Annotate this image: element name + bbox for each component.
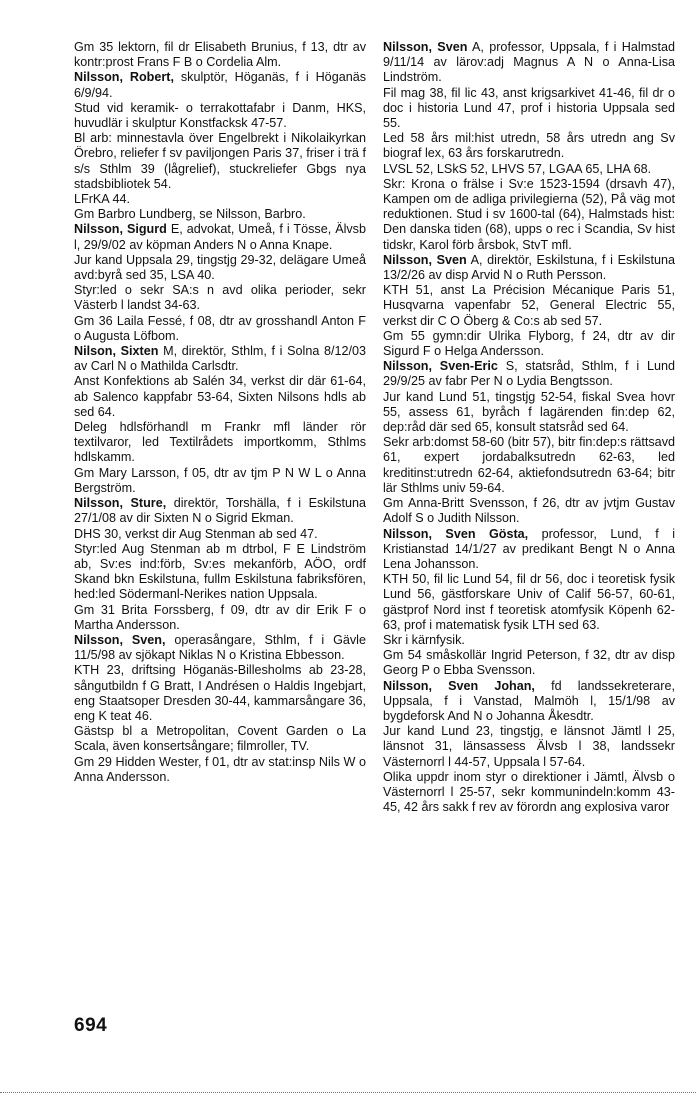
entry-text: Gm 29 Hidden Wester, f 01, dtr av stat:insp Nils W o Anna Andersson. [74,754,366,784]
entry-text: Gm 36 Laila Fessé, f 08, dtr av grosshandl Anton F o Augusta Löfbom. [74,313,366,343]
entry-paragraph [74,542,366,603]
entry-text: Gm 31 Brita Forssberg, f 09, dtr av dir Erik F o Martha Andersson. [74,602,366,632]
entry-heading-paragraph [383,253,675,283]
entry-paragraph [74,40,366,70]
person-name: Nilsson, Sven-Eric [383,359,498,374]
entry-text: Skr i kärnfysik. [383,632,465,647]
entry-paragraph [74,253,366,283]
entry-text: Gm 35 lektorn, fil dr Elisabeth Brunius, f 13, dtr av kontr:prost Frans F B o Cordelia Alm. [74,40,366,70]
entry-paragraph [383,131,675,161]
person-name: Nilsson, Sture, [74,496,167,511]
person-name: Nilsson, Sven Gösta, [383,526,529,541]
entry-paragraph [74,374,366,420]
entry-heading-paragraph [383,359,675,389]
entry-text: Jur kand Uppsala 29, tingstjg 29-32, delägare Umeå avd:byrå sed 35, LSA 40. [74,252,366,283]
entry-paragraph [74,466,366,496]
entry-text: Gm 54 småskollär Ingrid Peterson, f 32, dtr av disp Georg P o Ebba Svensson. [383,648,675,678]
entry-text: Gm Mary Larsson, f 05, dtr av tjm P N W L o Anna Bergström. [74,465,366,495]
entry-text: Jur kand Lund 51, tingstjg 52-54, fiskal Svea hovr 55, assess 61, byråch f lagärenden fin:dep 62, dep:råd där sed 65, konsult statsråd sed 64. [383,389,675,435]
entry-paragraph [383,86,675,132]
entry-text: KTH 51, anst La Précision Mécanique Paris 51, Husqvarna vapenfabr 52, General Electric 55, verkst dir C O Öberg & Co:s ab sed 57. [383,283,675,328]
entry-text: Deleg hdlsförhandl m Frankr mfl länder rör textilvaror, led Textilrådets importkomm, Sthlms hdlskamm. [74,420,366,465]
person-name: Nilsson, Sigurd [74,222,167,237]
entry-paragraph [383,435,675,496]
entry-text: KTH 23, driftsing Höganäs-Billesholms ab 23-28, sångutbildn f G Bratt, I Andrésen o Haldis Ingebjart, eng Staatsoper Dresden 30-44, kammarsångare 36, eng K teat 46. [74,663,366,723]
entry-text: fd landssekreterare, Uppsala, f i Vanstad, Malmöh l, 15/1/98 av bygdeforsk And N o Johanna Åkesdtr. [383,678,675,723]
entry-text: Bl arb: minnestavla över Engelbrekt i Nikolaikyrkan Örebro, reliefer f sv paviljongen Paris 37, friser i trä f s/s Sthlm 39 (lågrelief), stuckreliefer Gbgs nya stadsbibliotek 54. [74,131,366,191]
entry-paragraph [383,390,675,436]
entry-heading-paragraph [74,222,366,252]
entry-paragraph [383,648,675,678]
entry-paragraph [74,101,366,131]
entry-paragraph [74,283,366,313]
bottom-dotted-rule [0,1092,696,1094]
entry-paragraph [383,162,675,177]
entry-paragraph [74,724,366,754]
entry-heading-paragraph [74,496,366,526]
entry-paragraph [383,724,675,770]
entry-text: professor, Lund, f i Kristianstad 14/1/27 av predikant Bengt N o Anna Lena Johansson. [383,526,676,571]
person-name: Nilson, Sixten [74,344,159,359]
entry-paragraph [74,131,366,192]
entry-heading-paragraph [74,70,366,100]
entry-paragraph [74,527,366,542]
entry-text: Olika uppdr inom styr o direktioner i Jämtl, Älvsb o Västernorrl l 25-57, sekr kommunindeln:komm 43-45, 42 års sakk f rev av förordn ang explosiva varor [383,769,675,815]
person-name: Nilsson, Sven [383,40,468,54]
entry-text: Gm Anna-Britt Svensson, f 26, dtr av jvtjm Gustav Adolf S o Judith Nilsson. [383,496,675,526]
entry-paragraph [383,572,675,633]
entry-text: skulptör, Höganäs, f i Höganäs 6/9/94. [74,70,367,100]
entry-text: A, direktör, Eskilstuna, f i Eskilstuna 13/2/26 av disp Arvid N o Ruth Persson. [383,252,675,283]
entry-text: direktör, Torshälla, f i Eskilstuna 27/1/08 av dir Sixten N o Sigrid Ekman. [74,496,366,526]
page [74,40,684,1060]
entry-text: Styr:led o sekr SA:s n avd olika perioder, sekr Västerb l landst 34-63. [74,283,366,313]
entry-paragraph [383,177,675,253]
entry-text: Stud vid keramik- o terrakottafabr i Danm, HKS, huvudlär i skulptur Konstfacksk 47-57. [74,100,366,131]
entry-paragraph [74,755,366,785]
left-column [74,40,366,785]
entry-text: Fil mag 38, fil lic 43, anst krigsarkivet 41-46, fil dr o doc i historia Lund 47, prof i historia Uppsala sed 55. [383,85,675,131]
person-name: Nilsson, Sven, [74,632,166,647]
entry-paragraph [74,314,366,344]
person-name: Nilsson, Robert, [74,70,174,85]
entry-heading-paragraph [383,40,675,86]
entry-text: Jur kand Lund 23, tingstjg, e länsnot Jämtl l 25, länsnot 31, länsassess Älvsb l 38, landssekr Västernorrl l 44-57, Uppsala l 57-64. [383,724,675,769]
entry-heading-paragraph [74,344,366,374]
entry-text: LFrKA 44. [74,192,131,207]
entry-paragraph [383,496,675,526]
entry-paragraph [383,283,675,329]
entry-text: M, direktör, Sthlm, f i Solna 8/12/03 av Carl N o Mathilda Carlsdtr. [74,344,366,374]
entry-heading-paragraph [383,679,675,725]
entry-text: Anst Konfektions ab Salén 34, verkst dir där 61-64, ab Salenco kappfabr 53-64, Sixten Nilsons hdls ab sed 64. [74,374,366,419]
right-column [383,40,675,815]
entry-text: Sekr arb:domst 58-60 (bitr 57), bitr fin:dep:s rättsavd 61, expert jordabalksutredn 62-63, led kreditinst:utredn 62-64, aktiefondsutredn 63-64; bitr lär Sthlms univ 59-64. [383,435,675,495]
entry-text: A, professor, Uppsala, f i Halmstad 9/11/14 av lärov:adj Magnus A N o Anna-Lisa Lindström. [383,40,675,85]
entry-text: S, statsråd, Sthlm, f i Lund 29/9/25 av fabr Per N o Lydia Bengtsson. [383,359,675,389]
entry-paragraph [383,329,675,359]
entry-text: Gästsp bl a Metropolitan, Covent Garden o La Scala, även konsertsångare; filmroller, TV. [74,724,366,754]
entry-paragraph [74,603,366,633]
entry-paragraph [74,207,366,222]
entry-paragraph [383,633,675,648]
entry-text: Styr:led Aug Stenman ab m dtrbol, F E Lindström ab, Sv:es ind:förb, Sv:es mekanförb, AÖO, ordf Skand bkn Eskilstuna, fullm Eskilstuna fabriksfören, hed:led Södermanl-Nerikes nation Uppsala. [74,541,366,602]
person-name: Nilsson, Sven [383,252,467,267]
entry-text: Gm Barbro Lundberg, se Nilsson, Barbro. [74,207,306,222]
entry-text: Led 58 års mil:hist utredn, 58 års utredn ang Sv biograf lex, 63 års forskarutredn. [383,131,675,161]
entry-heading-paragraph [383,527,675,573]
entry-text: KTH 50, fil lic Lund 54, fil dr 56, doc i teoretisk fysik Lund 56, gästforskare Univ of Calif 56-57, 60-61, gästprof Nord inst f teoretisk atomfysik Köpenh 62-63, prof i matematisk fysik LTH sed 63. [383,572,675,632]
entry-paragraph [74,192,366,207]
entry-paragraph [74,420,366,466]
page-number: 694 [74,1015,108,1036]
entry-text: LVSL 52, LSkS 52, LHVS 57, LGAA 65, LHA 68. [383,161,652,176]
entry-text: operasångare, Sthlm, f i Gävle 11/5/98 av sjökapt Niklas N o Kristina Ebbesson. [74,632,366,663]
entry-text: DHS 30, verkst dir Aug Stenman ab sed 47. [74,526,318,541]
entry-paragraph [383,770,675,816]
entry-text: E, advokat, Umeå, f i Tösse, Älvsb l, 29/9/02 av köpman Anders N o Anna Knape. [74,222,366,252]
entry-paragraph [74,663,366,724]
person-name: Nilsson, Sven Johan, [383,678,535,693]
entry-heading-paragraph [74,633,366,663]
entry-text: Gm 55 gymn:dir Ulrika Flyborg, f 24, dtr av dir Sigurd F o Helga Andersson. [383,328,675,359]
entry-text: Skr: Krona o frälse i Sv:e 1523-1594 (drsavh 47), Kampen om de adliga privilegierna (52), På väg mot reduktionen. Stud i sv 1600-tal (64), Halmstads hist: Den danska tiden (68), upps o rec i Scandia, Sv hist tidskr, Karol förb årsbok, StvT mfl. [383,176,675,252]
